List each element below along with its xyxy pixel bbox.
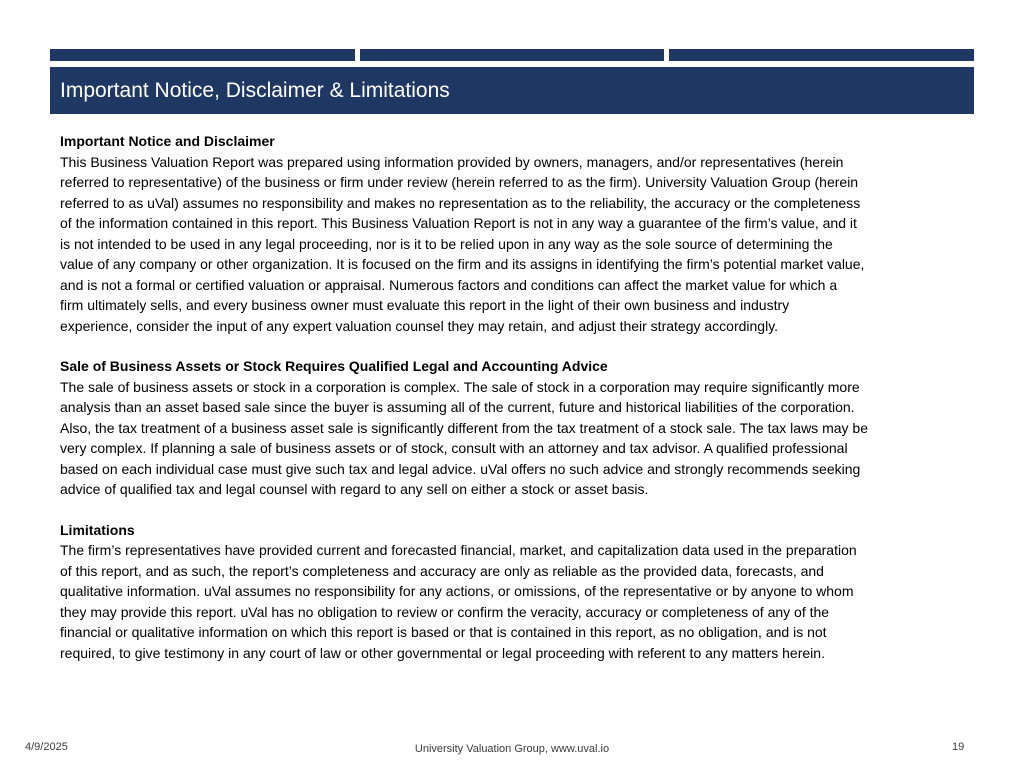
title-bar (50, 67, 974, 114)
section-paragraph (60, 540, 972, 663)
paragraph-line: financial or qualitative information on which this report is based or that is contained in this report, as no obligation, and is not (60, 624, 827, 640)
header-stripe-left (50, 49, 355, 61)
paragraph-line: they may provide this report. uVal has no obligation to review or confirm the veracity, accuracy or completeness of any of the (60, 603, 830, 620)
paragraph-line: of this report, and as such, the report’s completeness and accuracy are only as reliable as the provided data, forecasts, and (60, 562, 824, 579)
paragraph-line: very complex. If planning a sale of business assets or of stock, consult with an attorney and tax advisor. A qualified professional (60, 440, 848, 456)
section-notice-disclaimer (60, 131, 972, 336)
paragraph-line: referred to representative) of the business or firm under review (herein referred to as the firm). University Valuation Group (herein (60, 174, 859, 190)
slide-content (60, 131, 972, 683)
paragraph-line: and is not a formal or certified valuation or appraisal. Numerous factors and conditions can affect the market value for which a (60, 276, 838, 293)
slide-title: Important Notice, Disclaimer & Limitations (60, 79, 450, 102)
section-heading: Limitations (60, 521, 135, 538)
paragraph-line: required, to give testimony in any court of law or other governmental or legal proceeding with referent to any matters herein. (60, 644, 825, 661)
paragraph-line: referred to as uVal) assumes no responsibility and makes no representation as to the reliability, the accuracy or the completeness (60, 194, 861, 211)
footer-date: 4/9/2025 (25, 741, 68, 753)
paragraph-line: of the information contained in this report. This Business Valuation Report is not in any way a guarantee of the firm’s value, and it (60, 215, 857, 231)
paragraph-line: The firm’s representatives have provided current and forecasted financial, market, and capitalization data used in the preparation (60, 542, 857, 558)
paragraph-line: Also, the tax treatment of a business asset sale is significantly different from the tax treatment of a stock sale. The tax laws may be (60, 419, 868, 436)
paragraph-line: The sale of business assets or stock in a corporation is complex. The sale of stock in a corporation may require significantly more (60, 378, 860, 395)
paragraph-line: experience, consider the input of any expert valuation counsel they may retain, and adjust their strategy accordingly. (60, 317, 779, 334)
paragraph-line: advice of qualified tax and legal counsel with regard to any sell on either a stock or asset basis. (60, 481, 649, 497)
paragraph-line: value of any company or other organization. It is focused on the firm and its assigns in identifying the firm’s potential market value, (60, 256, 865, 272)
page-number: 19 (952, 741, 965, 753)
paragraph-line: analysis than an asset based sale since the buyer is assuming all of the current, future and historical liabilities of the corporation. (60, 399, 855, 415)
paragraph-line: based on each individual case must give such tax and legal advice. uVal offers no such advice and strongly recommends seeking (60, 460, 861, 477)
paragraph-line: firm ultimately sells, and every business owner must evaluate this report in the light of their own business and industry (60, 297, 790, 313)
section-heading: Important Notice and Disclaimer (60, 133, 275, 149)
paragraph-line: qualitative information. uVal assumes no responsibility for any actions, or omissions, of the representative or by anyone to whom (60, 583, 854, 599)
section-heading: Sale of Business Assets or Stock Requires Qualified Legal and Accounting Advice (60, 358, 608, 374)
section-limitations (60, 520, 972, 664)
header-stripe-right (669, 49, 974, 61)
paragraph-line: is not intended to be used in any legal proceeding, nor is it to be relied upon in any way as the sole source of determining the (60, 235, 833, 252)
paragraph-line: This Business Valuation Report was prepared using information provided by owners, managers, and/or representatives (herein (60, 153, 844, 170)
section-paragraph (60, 152, 972, 337)
header-stripe-middle (360, 49, 664, 61)
section-paragraph (60, 377, 972, 500)
footer-company: University Valuation Group, www.uval.io (414, 743, 610, 755)
section-sale-of-business (60, 356, 972, 500)
